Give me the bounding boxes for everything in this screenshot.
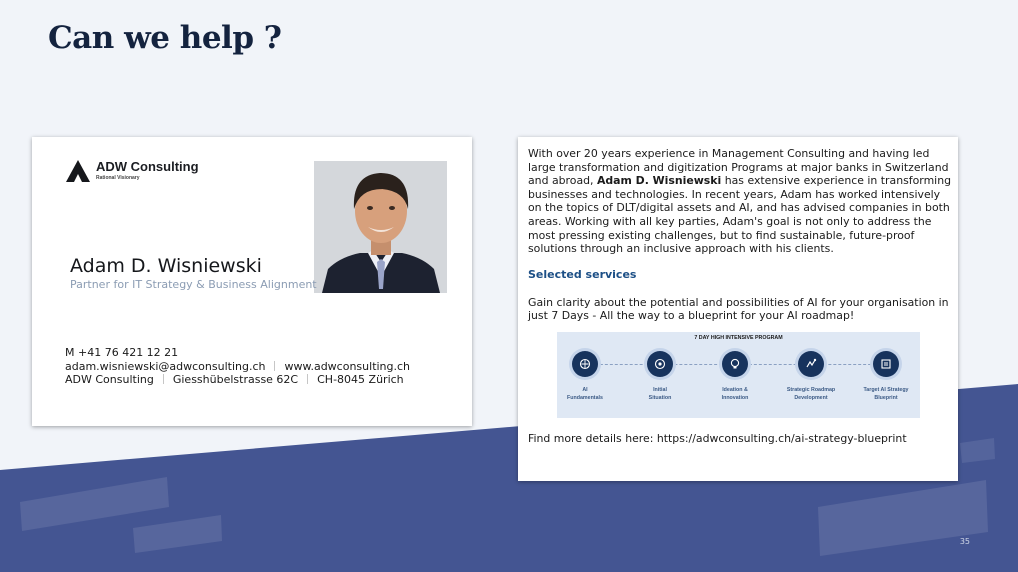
services-heading: Selected services bbox=[528, 267, 637, 281]
program-title: 7 DAY HIGH INTENSIVE PROGRAM bbox=[694, 334, 783, 341]
target-icon bbox=[647, 351, 673, 377]
email-link[interactable]: adam.wisniewski@adwconsulting.ch bbox=[65, 359, 266, 373]
step-label-line1: Strategic Roadmap bbox=[786, 386, 836, 393]
slide-title: Can we help ? bbox=[48, 20, 282, 56]
services-description: Gain clarity about the potential and possibilities of AI for your organisation in just 7 Days - All the way to a blueprint for your AI roadmap! bbox=[528, 295, 949, 323]
step-label bbox=[781, 386, 841, 402]
contact-details bbox=[65, 346, 410, 387]
logo-tagline: Rational Visionary bbox=[96, 175, 140, 181]
blueprint-icon bbox=[873, 351, 899, 377]
divider bbox=[163, 374, 164, 384]
step-label bbox=[856, 386, 916, 402]
step-label-line2: Fundamentals bbox=[567, 394, 603, 401]
company-name: ADW Consulting bbox=[65, 373, 154, 386]
website-link[interactable]: www.adwconsulting.ch bbox=[284, 359, 411, 373]
page-number: 35 bbox=[959, 537, 970, 546]
program-diagram bbox=[557, 332, 920, 418]
person-title: Partner for IT Strategy & Business Alignment bbox=[70, 278, 317, 291]
logo-mark-icon bbox=[66, 160, 90, 182]
step-label-line1: Initial bbox=[653, 386, 667, 393]
person-name: Adam D. Wisniewski bbox=[70, 255, 262, 277]
lightbulb-icon bbox=[722, 351, 748, 377]
company-logo bbox=[66, 159, 199, 182]
divider bbox=[307, 374, 308, 384]
bio-text-rest: has extensive experience in transforming businesses and technologies. In recent years, Adam has worked intensively on the topics of DLT/digital assets and AI, and has advised companies in both areas. Working with all key parties, Adam's goal is not only to address the most pressing existing challenges, but to find sustainable, future-proof solutions through an inclusive approach with his clients. bbox=[528, 174, 952, 256]
portrait-image bbox=[314, 161, 447, 293]
program-step-ideation-innovation bbox=[705, 351, 765, 402]
program-step-target-blueprint bbox=[856, 351, 916, 402]
step-label bbox=[705, 386, 765, 402]
city-address: CH-8045 Zürich bbox=[317, 373, 404, 386]
business-card bbox=[32, 137, 472, 426]
step-label-line2: Situation bbox=[648, 394, 672, 401]
bio-paragraph bbox=[528, 147, 952, 256]
step-label-line1: Ideation & bbox=[722, 386, 748, 393]
brain-icon bbox=[572, 351, 598, 377]
info-card bbox=[518, 137, 958, 481]
step-label-line2: Innovation bbox=[721, 394, 749, 401]
program-step-initial-situation bbox=[630, 351, 690, 402]
bio-highlighted-name: Adam D. Wisniewski bbox=[596, 174, 722, 188]
program-step-ai-fundamentals bbox=[555, 351, 615, 402]
step-label bbox=[555, 386, 615, 402]
roadmap-icon bbox=[798, 351, 824, 377]
step-label-line1: AI bbox=[582, 386, 588, 393]
logo-name: ADW Consulting bbox=[96, 159, 199, 174]
step-label-line2: Development bbox=[794, 394, 828, 401]
bio-text-intro: With over 20 years experience in Management Consulting and having led large transformation and digitization Programs at major banks in Switzerland and abroad, bbox=[528, 147, 949, 188]
details-link-text[interactable]: Find more details here: https://adwconsulting.ch/ai-strategy-blueprint bbox=[528, 431, 907, 445]
step-label bbox=[630, 386, 690, 402]
street-address: Giesshübelstrasse 62C bbox=[172, 373, 299, 386]
portrait-photo bbox=[314, 161, 447, 293]
program-step-strategic-roadmap bbox=[781, 351, 841, 402]
divider bbox=[274, 361, 275, 371]
step-label-line1: Target AI Strategy bbox=[863, 386, 909, 393]
phone-number: M +41 76 421 12 21 bbox=[65, 346, 179, 359]
step-label-line2: Blueprint bbox=[874, 394, 898, 401]
